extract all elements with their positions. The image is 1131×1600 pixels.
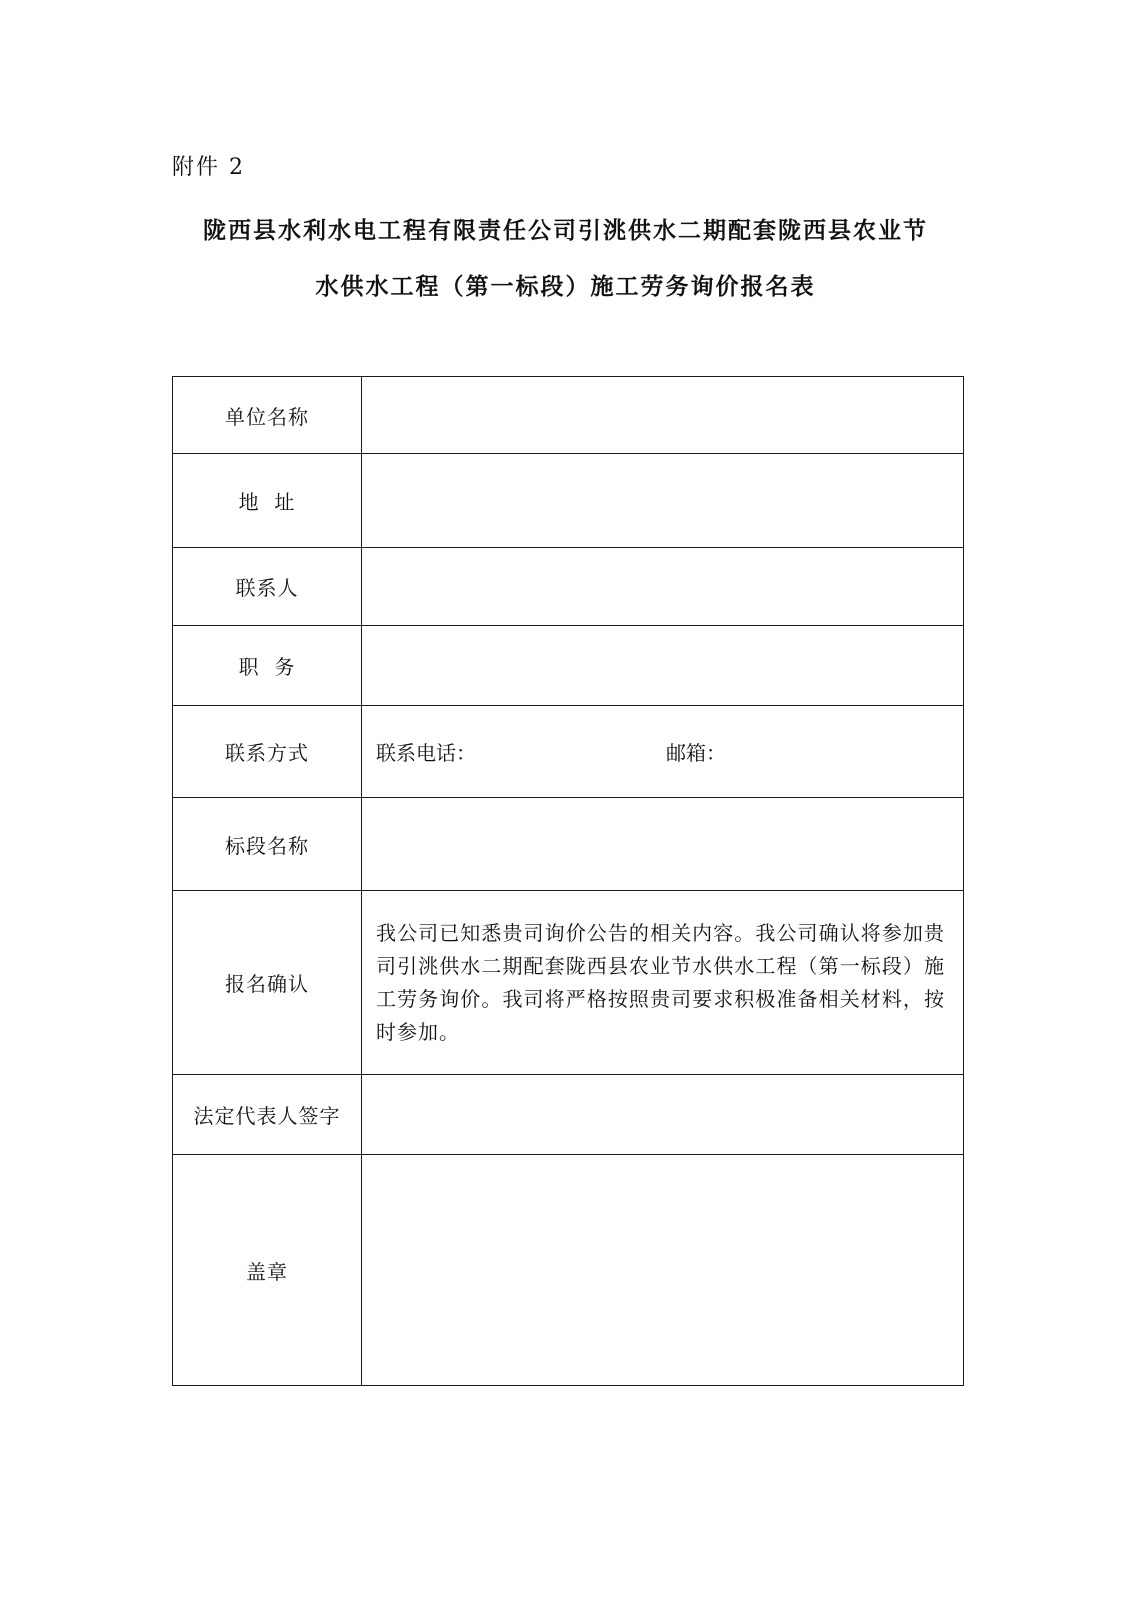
label-contact-person: 联系人 [173,548,362,626]
row-contact-person [173,548,964,626]
phone-label[interactable]: 联系电话： [376,741,476,765]
field-legal-rep-signature[interactable] [362,1075,964,1155]
row-legal-rep-signature [173,1075,964,1155]
attachment-label: 附件 2 [172,155,245,180]
row-seal [173,1155,964,1386]
label-registration-confirm: 报名确认 [173,891,362,1075]
label-legal-rep-signature: 法定代表人签字 [173,1075,362,1155]
field-company-name[interactable] [362,377,964,454]
registration-form-table [172,376,964,1386]
confirmation-statement: 我公司已知悉贵司询价公告的相关内容。我公司确认将参加贵司引洮供水二期配套陇西县农业节水供水工程（第一标段）施工劳务询价。我司将严格按照贵司要求积极准备相关材料，按时参加。 [376,920,945,1044]
row-registration-confirm [173,891,964,1075]
row-company-name [173,377,964,454]
label-company-name: 单位名称 [173,377,362,454]
row-position [173,626,964,706]
label-section-name: 标段名称 [173,798,362,891]
label-contact-method: 联系方式 [173,706,362,798]
field-section-name[interactable] [362,798,964,891]
field-position[interactable] [362,626,964,706]
contact-line [376,737,945,766]
email-label[interactable]: 邮箱： [666,741,726,765]
document-title-line-1: 陇西县水利水电工程有限责任公司引洮供水二期配套陇西县农业节 [203,218,928,244]
field-address[interactable] [362,454,964,548]
label-address: 地 址 [173,454,362,548]
row-section-name [173,798,964,891]
row-address [173,454,964,548]
field-contact-person[interactable] [362,548,964,626]
label-seal: 盖章 [173,1155,362,1386]
field-seal[interactable] [362,1155,964,1386]
field-registration-confirm [362,891,964,1075]
label-position: 职 务 [173,626,362,706]
row-contact-method [173,706,964,798]
document-title-line-2: 水供水工程（第一标段）施工劳务询价报名表 [315,274,816,300]
field-contact-method [362,706,964,798]
